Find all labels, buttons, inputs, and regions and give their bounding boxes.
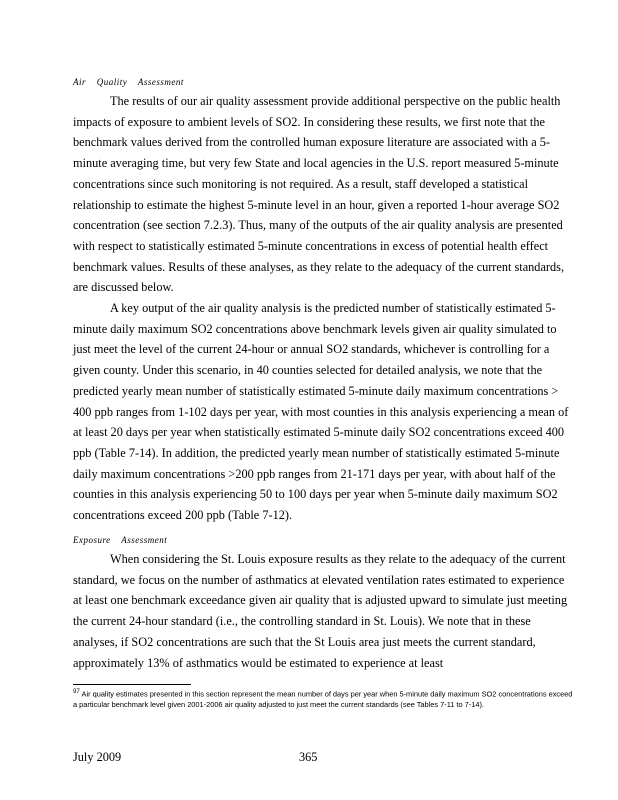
paragraph: The results of our air quality assessment provide additional perspective on the public health impacts of exposure to ambient levels of SO2. In considering these results, we first note that the benchmark values derived from the controlled human exposure literature are associated with a 5-minute averaging time, but very few State and local agencies in the U.S. report measured 5-minute concentrations since such monitoring is not required. As a result, staff developed a statistical relationship to estimate the highest 5-minute level in an hour, given a reported 1-hour average SO2 concentration (see section 7.2.3). Thus, many of the outputs of the air quality analysis are presented with respect to statistically estimated 5-minute concentrations in excess of potential health effect benchmark values. Results of these analyses, as they relate to the adequacy of the current standards, are discussed below. (73, 94, 565, 295)
footnote (73, 687, 573, 710)
footnote-text: Air quality estimates presented in this section represent the mean number of days per year when 5-minute daily maximum SO2 concentrations exceed a particular benchmark level given 2001-2006 air quality adjusted to just meet the current standards (see Tables 7-11 to 7-14). (73, 689, 573, 709)
air-quality-body (73, 91, 573, 526)
paragraph: A key output of the air quality analysis is the predicted number of statistically estimated 5-minute daily maximum SO2 concentrations above benchmark levels given air quality simulated to just meet the level of the current 24-hour or annual SO2 standards, whichever is controlling for a given county. Under this scenario, in 40 counties selected for detailed analysis, we note that the predicted yearly mean number of statistically estimated 5-minute daily maximum concentrations > 400 ppb ranges from 1-102 days per year, with most counties in this analysis experiencing a mean of at least 20 days per year when statistically estimated 5-minute daily SO2 concentrations exceed 400 ppb (Table 7-14). In addition, the predicted yearly mean number of statistically estimated 5-minute daily maximum concentrations >200 ppb ranges from 21-171 days per year, with about half of the counties in this analysis experiencing 50 to 100 days per year when 5-minute daily maximum SO2 concentrations exceed 200 ppb (Table 7-12). (73, 301, 569, 523)
page-number: 365 (299, 750, 318, 764)
paragraph: When considering the St. Louis exposure results as they relate to the adequacy of the current standard, we focus on the number of asthmatics at elevated ventilation rates estimated to experience at least one benchmark exceedance given air quality that is adjusted upward to simulate just meeting the current 24-hour standard (i.e., the controlling standard in St. Louis). We note that in these analyses, if SO2 concentrations are such that the St Louis area just meets the current standard, approximately 13% of asthmatics would be estimated to experience at least (73, 552, 568, 670)
footnote-number: 97 (73, 688, 80, 695)
exposure-body (73, 549, 573, 673)
footer-date: July 2009 (73, 750, 122, 764)
footnote-divider (73, 684, 191, 685)
section-heading-exposure: Exposure Assessment (73, 535, 168, 545)
section-heading-air-quality: Air Quality Assessment (73, 77, 184, 87)
